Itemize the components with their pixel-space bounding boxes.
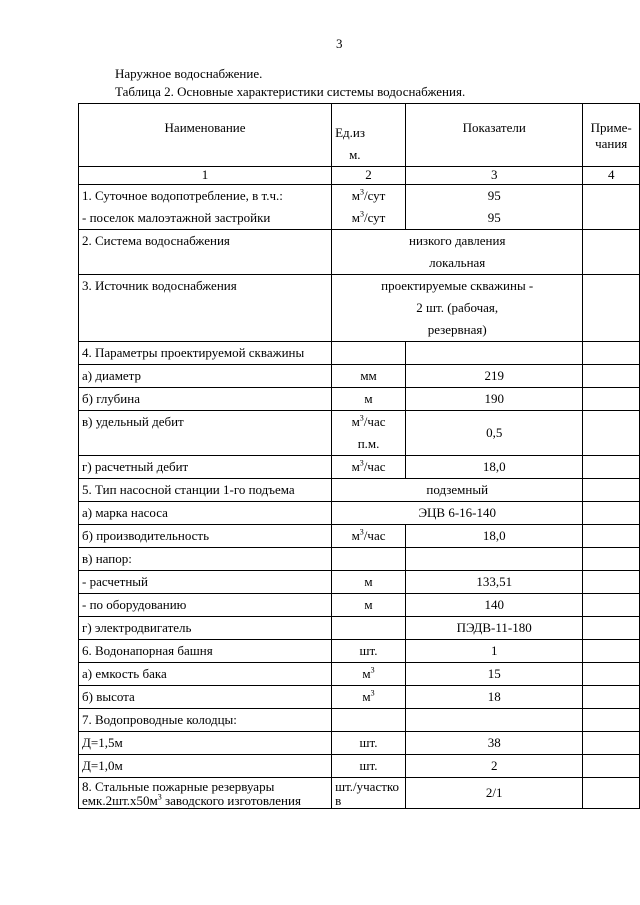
table-row xyxy=(79,411,640,456)
table-row xyxy=(79,525,640,548)
row-value: 140 xyxy=(406,594,583,617)
row-unit: $м^3$/час xyxy=(332,525,406,548)
col-header-name: Наименование xyxy=(79,104,332,167)
row-value xyxy=(406,342,583,365)
row-name: 3. Источник водоснабжения xyxy=(79,275,332,342)
page-number: 3 xyxy=(336,36,343,51)
row-value: низкого давления локальная xyxy=(332,230,583,275)
row-note xyxy=(583,755,640,778)
row-unit: $м^3$/сут $м^3$/сут xyxy=(332,185,406,230)
table-row xyxy=(79,342,640,365)
row-name: 1. Суточное водопотребление, в т.ч.: - поселок малоэтажной застройки xyxy=(79,185,332,230)
table-row xyxy=(79,388,640,411)
row-note xyxy=(583,571,640,594)
table-row xyxy=(79,640,640,663)
table-row xyxy=(79,617,640,640)
row-note xyxy=(583,594,640,617)
row-note xyxy=(583,778,640,809)
row-note xyxy=(583,663,640,686)
row-note xyxy=(583,411,640,456)
row-note xyxy=(583,525,640,548)
table-row xyxy=(79,365,640,388)
row-note xyxy=(583,709,640,732)
row-name: а) емкость бака xyxy=(79,663,332,686)
row-unit xyxy=(332,709,406,732)
row-note xyxy=(583,732,640,755)
row-name: 7. Водопроводные колодцы: xyxy=(79,709,332,732)
col-header-unit: Ед.из м. xyxy=(332,104,406,167)
row-value: 95 95 xyxy=(406,185,583,230)
table-row xyxy=(79,479,640,502)
row-unit: шт. xyxy=(332,732,406,755)
col-header-indicators: Показатели xyxy=(406,104,583,167)
row-value xyxy=(406,548,583,571)
row-name: а) марка насоса xyxy=(79,502,332,525)
row-unit xyxy=(332,548,406,571)
row-note xyxy=(583,686,640,709)
row-value: 2/1 xyxy=(406,778,583,809)
row-value: 38 xyxy=(406,732,583,755)
row-name: - по оборудованию xyxy=(79,594,332,617)
row-value: 18,0 xyxy=(406,456,583,479)
row-value: ЭЦВ 6-16-140 xyxy=(332,502,583,525)
table-row xyxy=(79,230,640,275)
row-unit: м xyxy=(332,594,406,617)
row-unit: м xyxy=(332,571,406,594)
table-row xyxy=(79,502,640,525)
table-row xyxy=(79,185,640,230)
row-unit: шт. xyxy=(332,640,406,663)
row-name: б) производительность xyxy=(79,525,332,548)
table-row xyxy=(79,755,640,778)
row-note xyxy=(583,185,640,230)
table-caption: Таблица 2. Основные характеристики системы водоснабжения. xyxy=(115,84,466,99)
row-note xyxy=(583,502,640,525)
row-note xyxy=(583,456,640,479)
row-name: - расчетный xyxy=(79,571,332,594)
row-value: 219 xyxy=(406,365,583,388)
row-name: б) глубина xyxy=(79,388,332,411)
row-unit: $м^3$ xyxy=(332,686,406,709)
row-unit xyxy=(332,342,406,365)
row-note xyxy=(583,388,640,411)
row-value: проектируемые скважины - 2 шт. (рабочая, резервная) xyxy=(332,275,583,342)
column-number: 2 xyxy=(332,167,406,185)
table-row xyxy=(79,732,640,755)
column-number: 1 xyxy=(79,167,332,185)
row-value xyxy=(406,709,583,732)
row-unit: шт. xyxy=(332,755,406,778)
row-unit: $м^3$/час xyxy=(332,456,406,479)
row-name: в) напор: xyxy=(79,548,332,571)
row-note xyxy=(583,617,640,640)
row-value: 133,51 xyxy=(406,571,583,594)
table-row xyxy=(79,456,640,479)
row-name: 2. Система водоснабжения xyxy=(79,230,332,275)
row-value: 18,0 xyxy=(406,525,583,548)
row-name: 8. Стальные пожарные резервуары $емк.2шт.х50м^3$ заводского изготовления xyxy=(79,778,332,809)
row-unit: $м^3$ xyxy=(332,663,406,686)
table-row xyxy=(79,686,640,709)
row-name: а) диаметр xyxy=(79,365,332,388)
row-name: в) удельный дебит xyxy=(79,411,332,456)
row-note xyxy=(583,548,640,571)
table-row xyxy=(79,594,640,617)
table-row xyxy=(79,571,640,594)
col-header-notes: Приме- чания xyxy=(583,104,640,167)
row-name: б) высота xyxy=(79,686,332,709)
row-name: г) расчетный дебит xyxy=(79,456,332,479)
table-row xyxy=(79,709,640,732)
row-unit: шт./участко в xyxy=(332,778,406,809)
table-row xyxy=(79,548,640,571)
row-name: 6. Водонапорная башня xyxy=(79,640,332,663)
row-name: 5. Тип насосной станции 1-го подъема xyxy=(79,479,332,502)
column-number: 4 xyxy=(583,167,640,185)
row-unit xyxy=(332,617,406,640)
table-row xyxy=(79,663,640,686)
column-number-row xyxy=(79,167,640,185)
row-note xyxy=(583,365,640,388)
row-unit: $м^3$/час п.м. xyxy=(332,411,406,456)
row-note xyxy=(583,640,640,663)
row-note xyxy=(583,342,640,365)
row-name: Д=1,0м xyxy=(79,755,332,778)
row-value: 0,5 xyxy=(406,411,583,456)
row-unit: м xyxy=(332,388,406,411)
water-supply-table xyxy=(78,103,640,809)
column-number: 3 xyxy=(406,167,583,185)
row-name: г) электродвигатель xyxy=(79,617,332,640)
row-value: ПЭДВ-11-180 xyxy=(406,617,583,640)
row-note xyxy=(583,275,640,342)
row-value: 2 xyxy=(406,755,583,778)
row-value: 15 xyxy=(406,663,583,686)
table-row xyxy=(79,275,640,342)
row-unit: мм xyxy=(332,365,406,388)
header-row xyxy=(79,104,640,167)
row-value: подземный xyxy=(332,479,583,502)
row-value: 1 xyxy=(406,640,583,663)
row-note xyxy=(583,230,640,275)
section-heading: Наружное водоснабжение. xyxy=(115,66,263,81)
row-value: 18 xyxy=(406,686,583,709)
table-row xyxy=(79,778,640,809)
row-name: 4. Параметры проектируемой скважины xyxy=(79,342,332,365)
row-note xyxy=(583,479,640,502)
row-value: 190 xyxy=(406,388,583,411)
row-name: Д=1,5м xyxy=(79,732,332,755)
